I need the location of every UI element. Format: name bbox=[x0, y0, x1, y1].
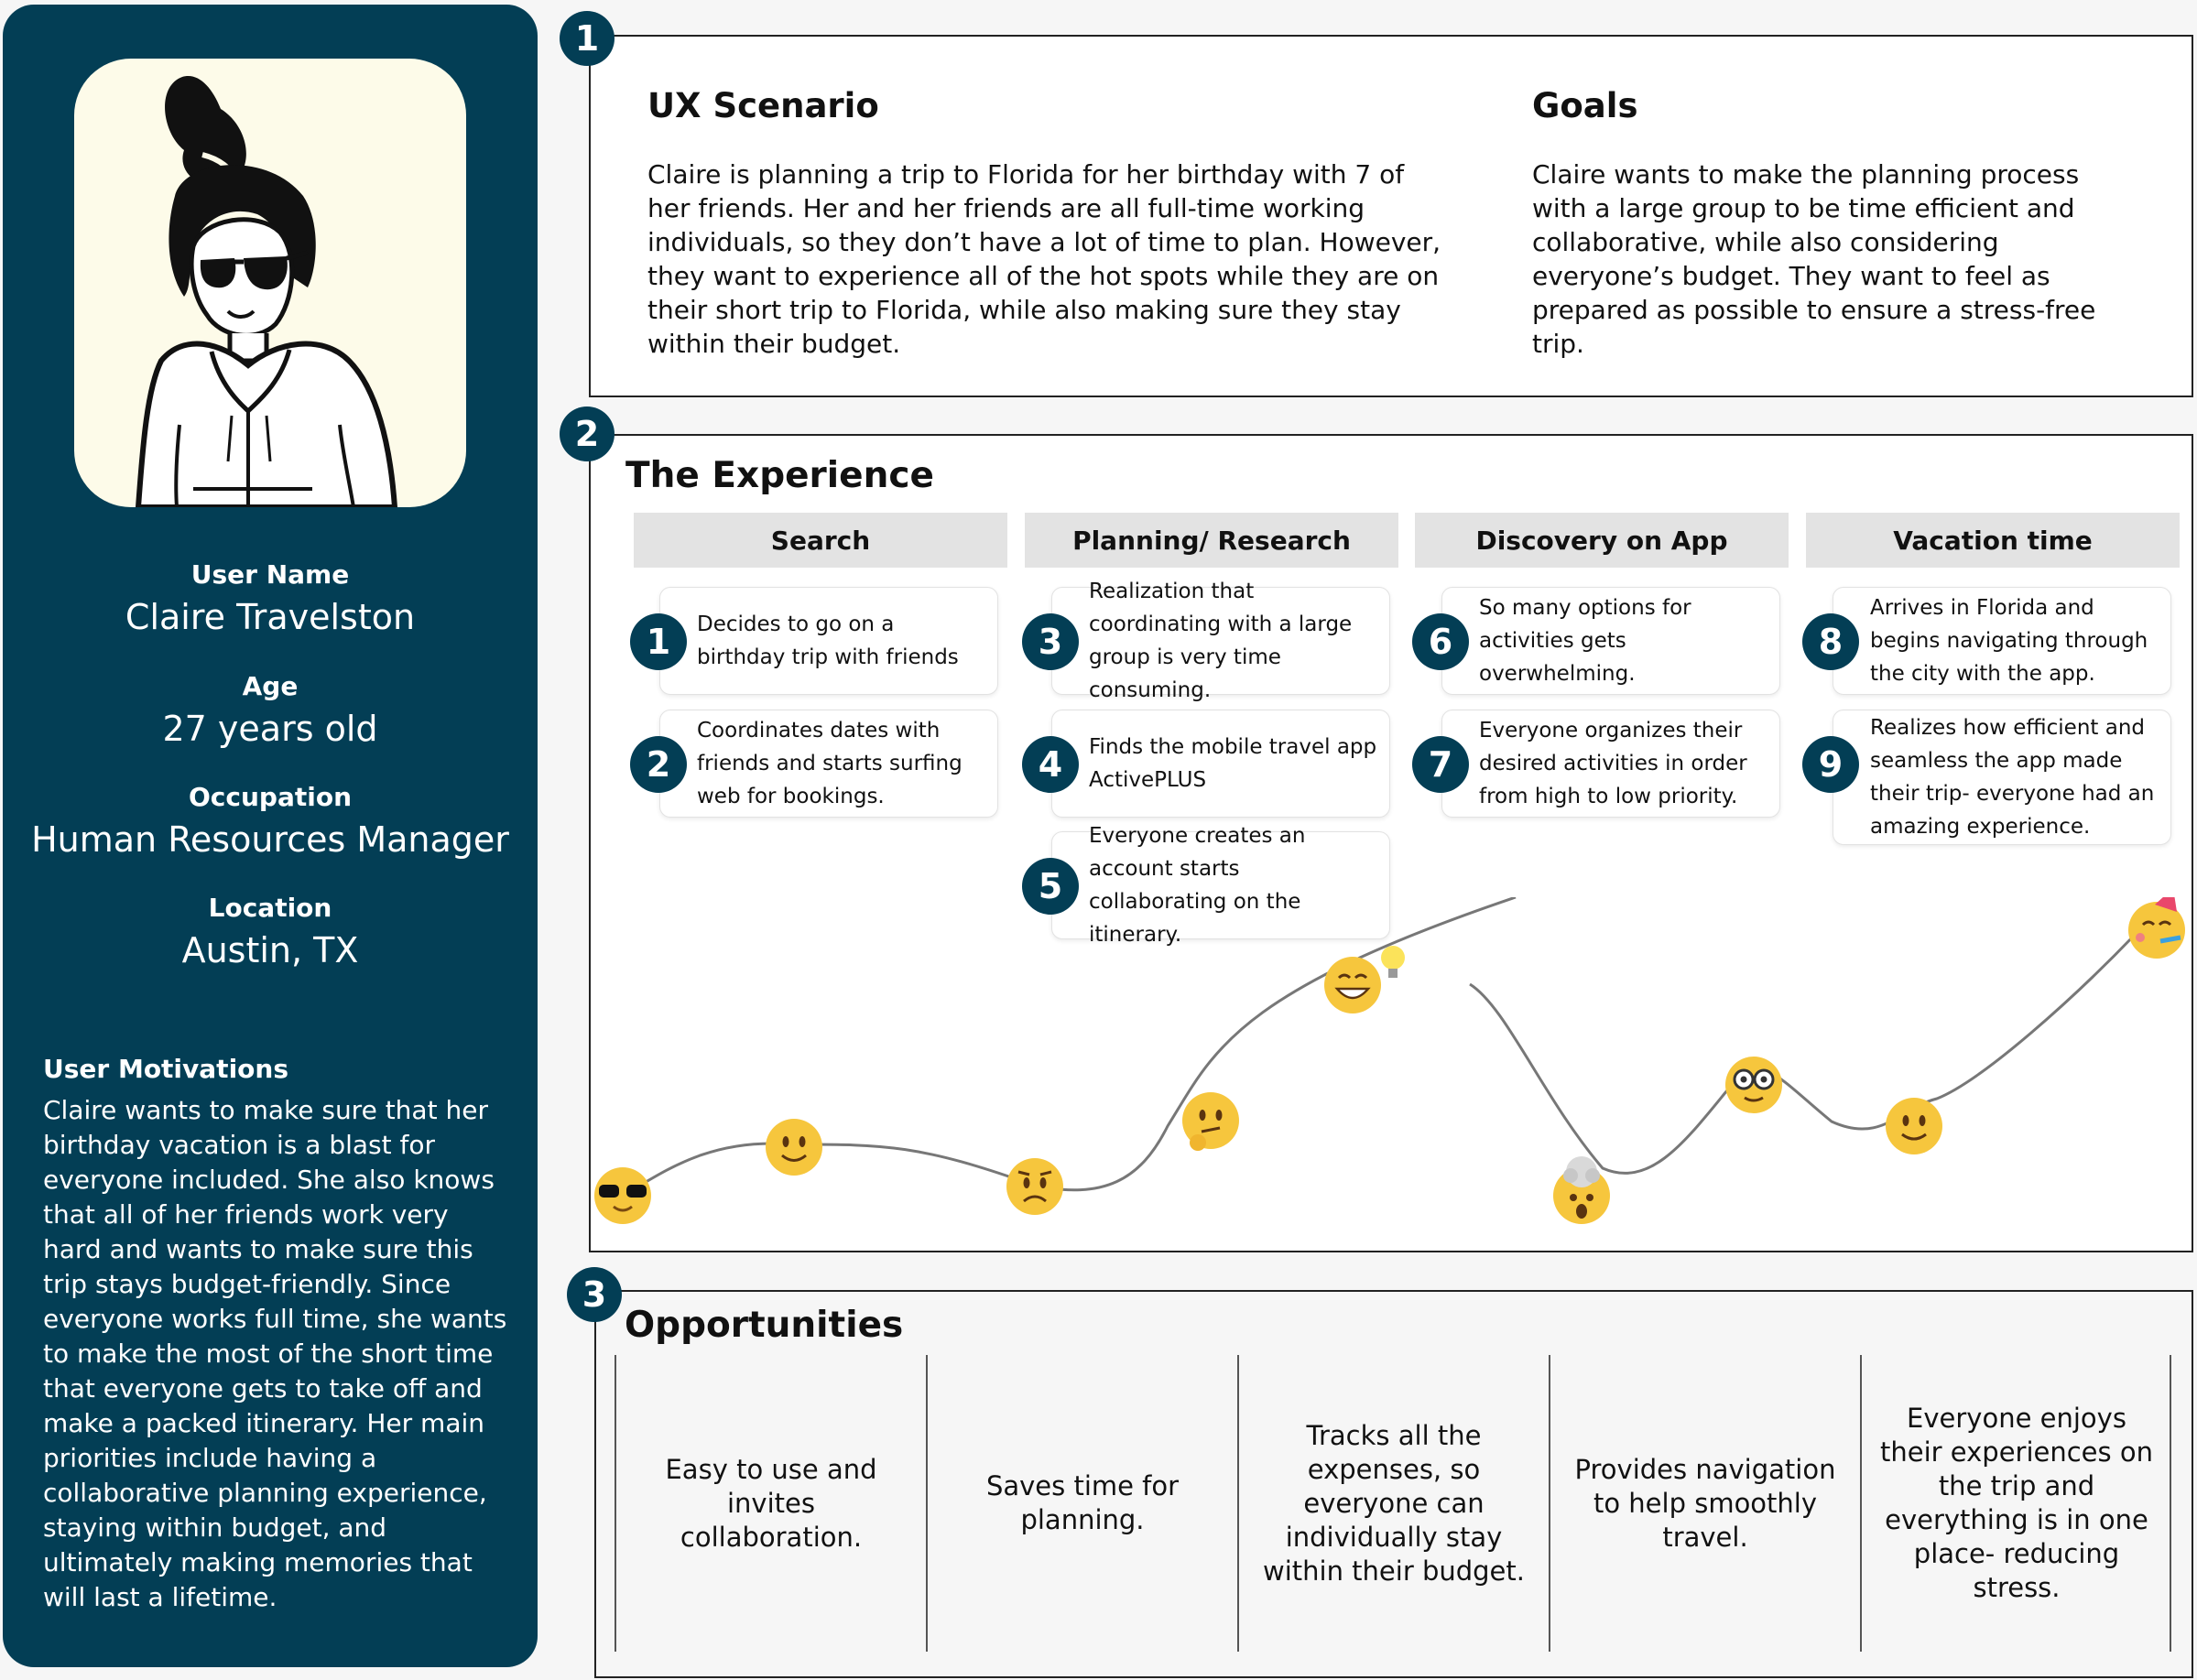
user-name-value: Claire Travelston bbox=[125, 597, 416, 637]
emoji-happy-icon bbox=[766, 1119, 822, 1176]
section-badge-2: 2 bbox=[560, 406, 615, 461]
emoji-worried-icon bbox=[1006, 1158, 1063, 1215]
opportunity-divider bbox=[2170, 1355, 2171, 1652]
section-badge-1: 1 bbox=[560, 11, 615, 66]
phase-discovery-on-app: Discovery on App bbox=[1415, 513, 1789, 568]
step-badge-5: 5 bbox=[1022, 858, 1079, 915]
opportunity-4: Provides navigation to help smoothly travel. bbox=[1574, 1453, 1836, 1553]
step-text-2: Coordinates dates with friends and starts surfing web for bookings. bbox=[697, 719, 963, 808]
age-block bbox=[3, 671, 538, 749]
step-card-7 bbox=[1441, 710, 1780, 818]
step-card-3 bbox=[1051, 580, 1390, 702]
step-text-8: Arrives in Florida and begins navigating through the city with the app. bbox=[1870, 596, 2148, 686]
journey-line bbox=[623, 897, 1516, 1196]
step-card-9 bbox=[1833, 710, 2171, 845]
step-text-3: Realization that coordinating with a large group is very time consuming. bbox=[1089, 580, 1353, 702]
section-badge-3: 3 bbox=[567, 1267, 622, 1322]
location-label: Location bbox=[208, 893, 332, 923]
experience-title: The Experience bbox=[625, 455, 934, 496]
step-card-4 bbox=[1051, 710, 1390, 818]
scenario-text: Claire is planning a trip to Florida for her birthday with 7 of her friends. Her and her friends are all full-time working individuals, so they don’t have a lot of time to plan. However, they want to experience all of the hot spots while they are on their short trip to Florida, while also making sure they stay within their budget. bbox=[647, 159, 1441, 359]
location-value: Austin, TX bbox=[181, 930, 359, 970]
opportunity-2: Saves time for planning. bbox=[985, 1470, 1180, 1535]
opportunity-3: Tracks all the expenses, so everyone can individually stay within their budget. bbox=[1262, 1419, 1525, 1587]
emoji-party-icon bbox=[2128, 897, 2185, 959]
step-badge-9: 9 bbox=[1802, 736, 1859, 793]
goals-title: Goals bbox=[1532, 86, 1638, 125]
step-badge-8: 8 bbox=[1802, 613, 1859, 670]
step-badge-3: 3 bbox=[1022, 613, 1079, 670]
emoji-nerdy-icon bbox=[1725, 1057, 1782, 1113]
emoji-content-icon bbox=[1886, 1098, 1942, 1154]
persona-avatar bbox=[74, 59, 466, 507]
persona-sidebar bbox=[3, 5, 538, 1667]
step-card-1 bbox=[659, 587, 998, 695]
emoji-thinking-icon bbox=[1182, 1092, 1239, 1151]
emotion-journey-curve bbox=[591, 897, 2190, 1247]
opportunities-title: Opportunities bbox=[625, 1305, 904, 1346]
location-block bbox=[3, 893, 538, 970]
phase-search: Search bbox=[634, 513, 1007, 568]
step-badge-1: 1 bbox=[630, 613, 687, 670]
phase-vacation-time: Vacation time bbox=[1806, 513, 2180, 568]
occupation-block bbox=[3, 782, 538, 860]
step-badge-2: 2 bbox=[630, 736, 687, 793]
occupation-label: Occupation bbox=[188, 782, 353, 812]
age-label: Age bbox=[242, 671, 299, 701]
age-value: 27 years old bbox=[162, 709, 378, 749]
opportunity-5: Everyone enjoys their experiences on the trip and everything is in one place- reducing stress. bbox=[1880, 1403, 2153, 1603]
emoji-cool-icon bbox=[594, 1167, 651, 1224]
step-card-6 bbox=[1441, 587, 1780, 695]
user-name-label: User Name bbox=[190, 559, 350, 590]
step-text-6: So many options for activities gets overwhelming. bbox=[1479, 596, 1691, 686]
step-badge-6: 6 bbox=[1412, 613, 1469, 670]
step-card-8 bbox=[1833, 587, 2171, 695]
step-text-5: Everyone creates an account starts collaborating on the itinerary. bbox=[1089, 824, 1306, 947]
opportunity-1: Easy to use and invites collaboration. bbox=[665, 1453, 877, 1553]
motivations-text: Claire wants to make sure that her birthday vacation is a blast for everyone included. She also knows that all of her friends work very hard and wants to make sure this trip stays budget-friendly. Since everyone works full time, she wants to make the most of the short time that everyone gets to take off and make a packed itinerary. Her main priorities include having a collaborative planning experience, staying within budget, and ultimately making memories that will last a lifetime. bbox=[43, 1095, 507, 1612]
step-text-1: Decides to go on a birthday trip with friends bbox=[697, 612, 959, 669]
scenario-title: UX Scenario bbox=[647, 86, 879, 125]
step-text-9: Realizes how efficient and seamless the app made their trip- everyone had an amazing experience. bbox=[1870, 716, 2155, 839]
motivations-block bbox=[43, 1054, 510, 1615]
step-text-7: Everyone organizes their desired activities in order from high to low priority. bbox=[1479, 719, 1747, 808]
motivations-title: User Motivations bbox=[43, 1054, 288, 1084]
user-name-block bbox=[3, 559, 538, 637]
persona-illustration bbox=[74, 59, 466, 507]
goals-text: Claire wants to make the planning process with a large group to be time efficient and collaborative, while also considering everyone’s budget. They want to feel as prepared as possible to ensure a stress-free trip. bbox=[1532, 159, 2096, 359]
journey-line-2 bbox=[1470, 934, 2136, 1173]
step-card-2 bbox=[659, 710, 998, 818]
step-badge-7: 7 bbox=[1412, 736, 1469, 793]
occupation-value: Human Resources Manager bbox=[31, 819, 509, 860]
step-text-4: Finds the mobile travel app ActivePLUS bbox=[1089, 735, 1377, 792]
step-badge-4: 4 bbox=[1022, 736, 1079, 793]
phase-planning-research: Planning/ Research bbox=[1025, 513, 1398, 568]
